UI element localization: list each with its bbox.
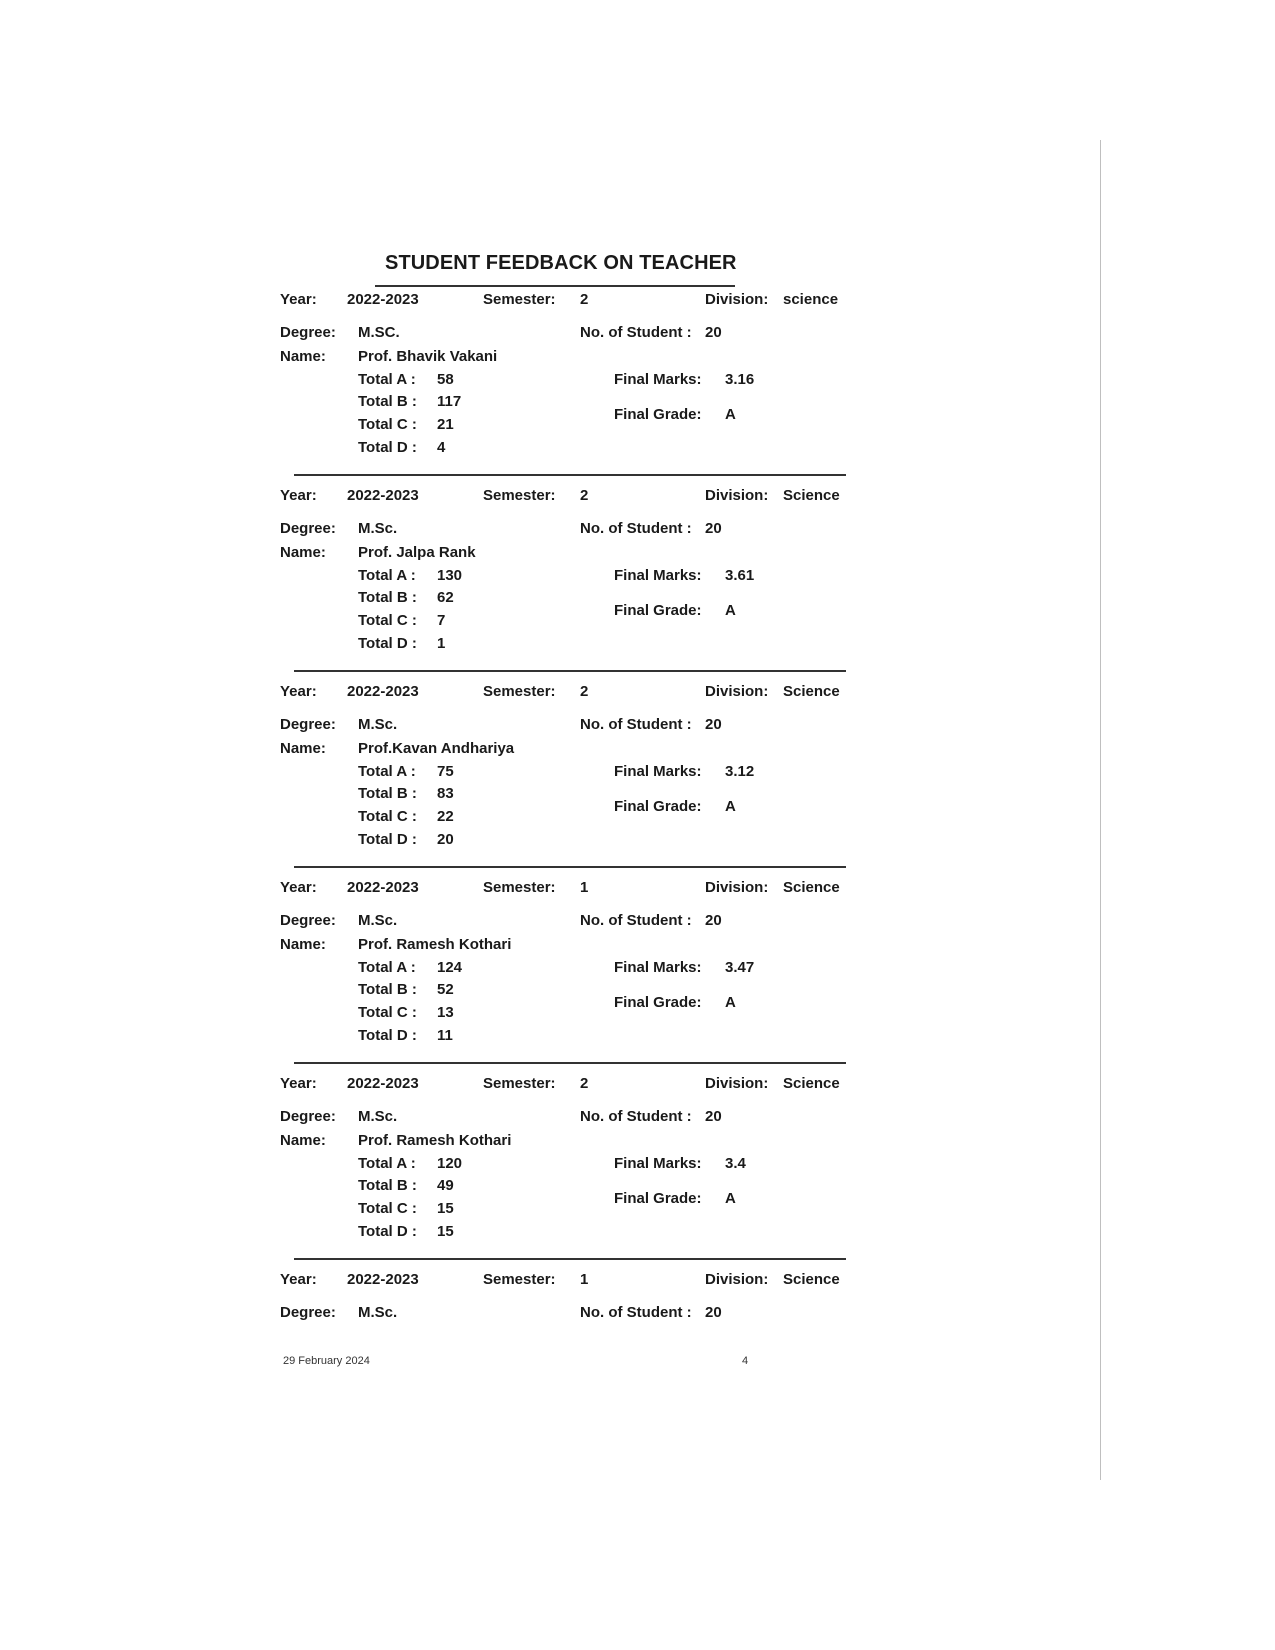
total-d-label: Total D : [358, 1027, 417, 1044]
degree-value: M.Sc. [358, 520, 398, 537]
total-d-label: Total D : [358, 1223, 417, 1240]
students-value: 20 [705, 520, 722, 537]
total-c-value: 15 [437, 1200, 454, 1217]
feedback-record [0, 683, 1275, 881]
final-marks-value: 3.47 [725, 959, 755, 976]
degree-label: Degree: [280, 716, 336, 733]
total-a-label: Total A : [358, 371, 416, 388]
total-a-label: Total A : [358, 763, 416, 780]
semester-value: 2 [580, 487, 589, 504]
year-value: 2022-2023 [347, 487, 419, 504]
total-a-label: Total A : [358, 959, 416, 976]
division-value: Science [783, 487, 840, 504]
total-d-value: 1 [437, 635, 446, 652]
footer-date: 29 February 2024 [283, 1355, 370, 1367]
students-value: 20 [705, 1108, 722, 1125]
students-label: No. of Student : [580, 1108, 692, 1125]
total-a-value: 75 [437, 763, 454, 780]
total-a-value: 130 [437, 567, 463, 584]
total-c-label: Total C : [358, 808, 417, 825]
semester-value: 2 [580, 291, 589, 308]
division-value: science [783, 291, 839, 308]
name-label: Name: [280, 1132, 326, 1149]
year-value: 2022-2023 [347, 1271, 419, 1288]
total-b-label: Total B : [358, 1177, 417, 1194]
degree-value: M.SC. [358, 324, 400, 341]
total-a-value: 124 [437, 959, 463, 976]
year-value: 2022-2023 [347, 291, 419, 308]
total-b-label: Total B : [358, 589, 417, 606]
total-d-value: 20 [437, 831, 454, 848]
final-grade-label: Final Grade: [614, 406, 702, 423]
total-a-value: 58 [437, 371, 454, 388]
final-grade-label: Final Grade: [614, 994, 702, 1011]
final-grade-value: A [725, 1190, 736, 1207]
name-label: Name: [280, 544, 326, 561]
final-marks-label: Final Marks: [614, 567, 702, 584]
students-label: No. of Student : [580, 324, 692, 341]
final-marks-label: Final Marks: [614, 371, 702, 388]
semester-value: 1 [580, 879, 589, 896]
year-label: Year: [280, 1271, 317, 1288]
total-a-value: 120 [437, 1155, 463, 1172]
year-label: Year: [280, 879, 317, 896]
division-label: Division: [705, 683, 769, 700]
students-value: 20 [705, 912, 722, 929]
final-marks-label: Final Marks: [614, 959, 702, 976]
page-number: 4 [742, 1355, 749, 1367]
final-marks-value: 3.4 [725, 1155, 746, 1172]
total-b-label: Total B : [358, 785, 417, 802]
degree-label: Degree: [280, 1304, 336, 1321]
teacher-name: Prof. Bhavik Vakani [358, 348, 498, 365]
total-b-value: 83 [437, 785, 454, 802]
total-d-value: 11 [437, 1027, 453, 1044]
degree-label: Degree: [280, 520, 336, 537]
total-c-label: Total C : [358, 416, 417, 433]
semester-label: Semester: [483, 291, 556, 308]
division-label: Division: [705, 1271, 769, 1288]
division-label: Division: [705, 1075, 769, 1092]
final-grade-label: Final Grade: [614, 1190, 702, 1207]
year-label: Year: [280, 291, 317, 308]
year-value: 2022-2023 [347, 1075, 419, 1092]
final-grade-value: A [725, 602, 736, 619]
title-underline [375, 285, 735, 287]
year-label: Year: [280, 487, 317, 504]
total-c-label: Total C : [358, 612, 417, 629]
total-d-label: Total D : [358, 439, 417, 456]
feedback-record [0, 879, 1275, 1077]
division-value: Science [783, 879, 840, 896]
division-label: Division: [705, 879, 769, 896]
final-grade-value: A [725, 406, 736, 423]
degree-label: Degree: [280, 1108, 336, 1125]
record-divider [294, 866, 846, 868]
final-grade-label: Final Grade: [614, 602, 702, 619]
students-label: No. of Student : [580, 520, 692, 537]
total-b-value: 117 [437, 393, 462, 410]
total-c-value: 21 [437, 416, 454, 433]
teacher-name: Prof. Ramesh Kothari [358, 936, 512, 953]
semester-label: Semester: [483, 1075, 556, 1092]
final-marks-label: Final Marks: [614, 1155, 702, 1172]
feedback-record [0, 1075, 1275, 1273]
total-c-value: 7 [437, 612, 446, 629]
degree-value: M.Sc. [358, 1108, 398, 1125]
total-a-label: Total A : [358, 1155, 416, 1172]
final-marks-value: 3.16 [725, 371, 755, 388]
total-d-label: Total D : [358, 831, 417, 848]
students-value: 20 [705, 324, 722, 341]
feedback-record [0, 291, 1275, 489]
division-value: Science [783, 1075, 840, 1092]
teacher-name: Prof. Ramesh Kothari [358, 1132, 512, 1149]
semester-label: Semester: [483, 879, 556, 896]
semester-value: 2 [580, 683, 589, 700]
total-d-value: 4 [437, 439, 446, 456]
students-label: No. of Student : [580, 912, 692, 929]
feedback-record [0, 1271, 1275, 1469]
final-marks-value: 3.12 [725, 763, 755, 780]
division-value: Science [783, 683, 840, 700]
total-b-value: 62 [437, 589, 454, 606]
semester-label: Semester: [483, 487, 556, 504]
name-label: Name: [280, 740, 326, 757]
total-c-value: 22 [437, 808, 454, 825]
total-b-label: Total B : [358, 393, 417, 410]
final-grade-value: A [725, 798, 736, 815]
final-marks-label: Final Marks: [614, 763, 702, 780]
year-label: Year: [280, 683, 317, 700]
students-label: No. of Student : [580, 716, 692, 733]
year-value: 2022-2023 [347, 879, 419, 896]
total-d-label: Total D : [358, 635, 417, 652]
degree-label: Degree: [280, 912, 336, 929]
record-divider [294, 670, 846, 672]
total-b-value: 49 [437, 1177, 454, 1194]
total-d-value: 15 [437, 1223, 454, 1240]
division-label: Division: [705, 487, 769, 504]
semester-value: 2 [580, 1075, 589, 1092]
total-c-label: Total C : [358, 1200, 417, 1217]
name-label: Name: [280, 348, 326, 365]
division-value: Science [783, 1271, 840, 1288]
final-grade-value: A [725, 994, 736, 1011]
degree-label: Degree: [280, 324, 336, 341]
degree-value: M.Sc. [358, 716, 398, 733]
total-b-value: 52 [437, 981, 454, 998]
final-marks-value: 3.61 [725, 567, 755, 584]
feedback-record [0, 487, 1275, 685]
teacher-name: Prof.Kavan Andhariya [358, 740, 515, 757]
year-label: Year: [280, 1075, 317, 1092]
division-label: Division: [705, 291, 769, 308]
degree-value: M.Sc. [358, 1304, 398, 1321]
record-divider [294, 1062, 846, 1064]
final-grade-label: Final Grade: [614, 798, 702, 815]
students-value: 20 [705, 716, 722, 733]
teacher-name: Prof. Jalpa Rank [358, 544, 476, 561]
name-label: Name: [280, 936, 326, 953]
total-c-value: 13 [437, 1004, 454, 1021]
record-divider [294, 474, 846, 476]
total-b-label: Total B : [358, 981, 417, 998]
students-label: No. of Student : [580, 1304, 692, 1321]
total-a-label: Total A : [358, 567, 416, 584]
year-value: 2022-2023 [347, 683, 419, 700]
semester-label: Semester: [483, 1271, 556, 1288]
semester-value: 1 [580, 1271, 589, 1288]
degree-value: M.Sc. [358, 912, 398, 929]
record-divider [294, 1258, 846, 1260]
total-c-label: Total C : [358, 1004, 417, 1021]
students-value: 20 [705, 1304, 722, 1321]
semester-label: Semester: [483, 683, 556, 700]
document-title: STUDENT FEEDBACK ON TEACHER [385, 252, 737, 274]
